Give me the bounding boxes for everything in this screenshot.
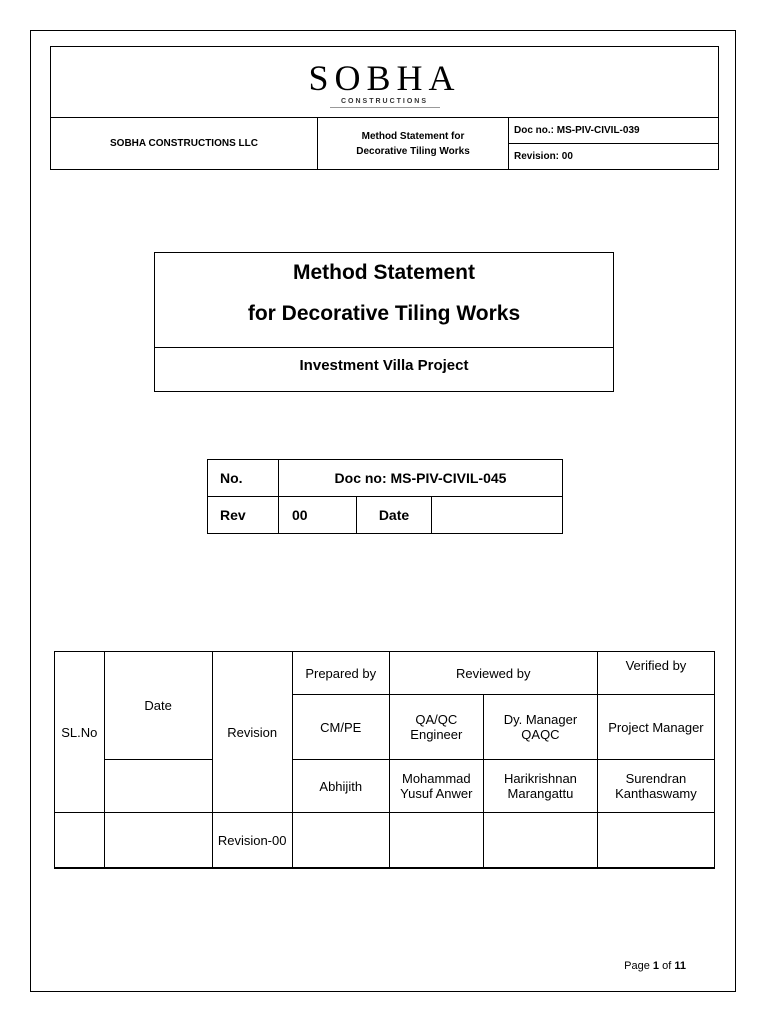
page-total: 11 xyxy=(674,960,686,972)
doc-number-table xyxy=(207,459,563,534)
project-subtitle: Investment Villa Project xyxy=(299,357,469,374)
page-label: Page xyxy=(624,960,650,972)
row-qaqc xyxy=(389,813,483,869)
slno-header: SL.No xyxy=(55,652,105,813)
role-prepared: CM/PE xyxy=(292,695,389,760)
name-qaqc: Mohammad Yusuf Anwer xyxy=(389,760,483,813)
date-label: Date xyxy=(357,497,432,534)
revision-header: Revision xyxy=(212,652,292,813)
date-header: Date xyxy=(104,652,212,760)
no-label: No. xyxy=(208,460,279,497)
verified-by-header: Verified by xyxy=(597,652,714,695)
role-dy-manager: Dy. Manager QAQC xyxy=(483,695,597,760)
date-cell-empty xyxy=(104,760,212,813)
row-date xyxy=(104,813,212,869)
row-dy-manager xyxy=(483,813,597,869)
role-qaqc: QA/QC Engineer xyxy=(389,695,483,760)
page-current: 1 xyxy=(652,960,660,972)
rev-value: 00 xyxy=(279,497,357,534)
title-divider xyxy=(155,347,613,348)
header-ms-title xyxy=(318,118,509,170)
title-line2: for Decorative Tiling Works xyxy=(247,302,521,325)
sobha-logo: SOBHA xyxy=(308,58,461,98)
document-header xyxy=(50,46,719,170)
logo-rule xyxy=(330,107,440,108)
header-ms-line1: Method Statement for xyxy=(361,130,465,142)
title-box xyxy=(154,252,614,392)
date-value xyxy=(432,497,563,534)
title-line1: Method Statement xyxy=(292,261,475,284)
reviewed-by-header: Reviewed by xyxy=(389,652,597,695)
row-prepared xyxy=(292,813,389,869)
header-doc-no: Doc no.: MS-PIV-CIVIL-039 xyxy=(509,118,719,144)
name-prepared: Abhijith xyxy=(292,760,389,813)
header-revision: Revision: 00 xyxy=(509,144,719,170)
approval-table xyxy=(54,651,715,869)
logo-subtext: CONSTRUCTIONS xyxy=(340,98,429,105)
name-dy-manager: Harikrishnan Marangattu xyxy=(483,760,597,813)
name-pm: Surendran Kanthaswamy xyxy=(597,760,714,813)
role-pm: Project Manager xyxy=(597,695,714,760)
doc-no-value: Doc no: MS-PIV-CIVIL-045 xyxy=(279,460,563,497)
header-ms-line2: Decorative Tiling Works xyxy=(356,145,470,157)
row-pm xyxy=(597,813,714,869)
page-number xyxy=(624,960,686,972)
logo-cell xyxy=(51,47,719,118)
company-name: SOBHA CONSTRUCTIONS LLC xyxy=(51,118,318,170)
prepared-by-header: Prepared by xyxy=(292,652,389,695)
row-slno xyxy=(55,813,105,869)
row-revision: Revision-00 xyxy=(212,813,292,869)
of-label: of xyxy=(662,960,672,972)
rev-label: Rev xyxy=(208,497,279,534)
